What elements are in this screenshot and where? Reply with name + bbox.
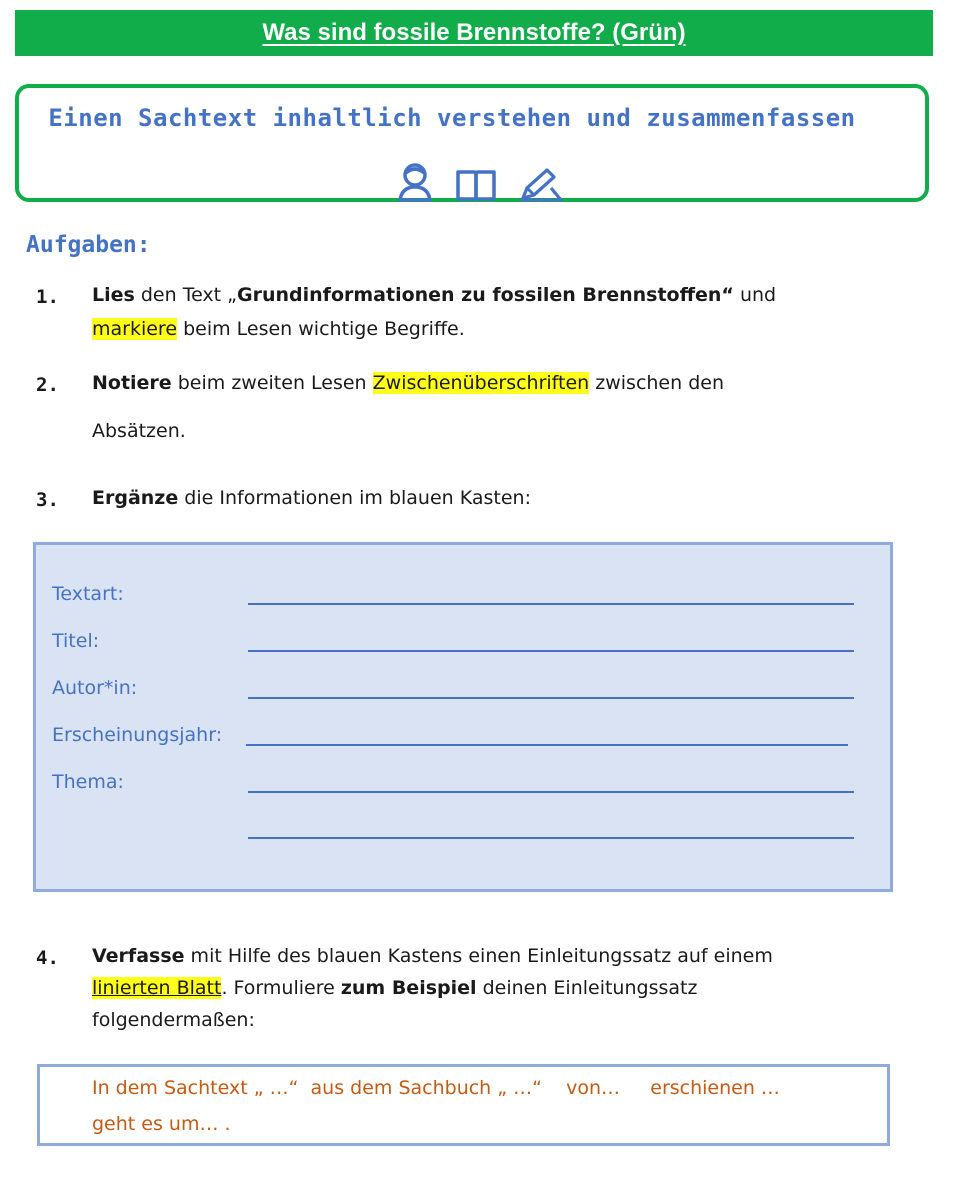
task-1-line-2: markiere beim Lesen wichtige Begriffe. xyxy=(92,318,465,340)
task-number: 2. xyxy=(36,374,59,396)
learning-goal-box xyxy=(15,84,929,202)
tasks-heading: Aufgaben: xyxy=(26,232,151,258)
example-line-2: geht es um… . xyxy=(92,1113,231,1135)
task-4-line-2: linierten Blatt. Formuliere zum Beispiel deinen Einleitungssatz xyxy=(92,977,698,999)
highlight: markiere xyxy=(92,318,178,340)
task-1-line-1: Lies den Text „Grundinformationen zu fossilen Brennstoffen“ und xyxy=(92,284,777,306)
task-number: 3. xyxy=(36,489,59,511)
highlight: linierten Blatt xyxy=(92,977,222,999)
answer-line[interactable] xyxy=(248,837,854,839)
task-4-line-1: Verfasse mit Hilfe des blauen Kastens einen Einleitungssatz auf einem xyxy=(92,945,773,967)
answer-line[interactable] xyxy=(248,603,854,605)
task-2-line-2: Absätzen. xyxy=(92,420,186,442)
task-number: 4. xyxy=(36,947,59,969)
example-line-1: In dem Sachtext „ …“ aus dem Sachbuch „ …“ von… erschienen … xyxy=(92,1077,780,1099)
pencil-icon xyxy=(519,166,563,202)
answer-line[interactable] xyxy=(248,697,854,699)
field-label-autor: Autor*in: xyxy=(52,677,138,699)
info-box xyxy=(33,542,893,892)
example-sentence-box xyxy=(37,1064,890,1146)
field-label-titel: Titel: xyxy=(52,630,100,652)
learning-goal-title: Einen Sachtext inhaltlich verstehen und zusammenfassen xyxy=(48,104,856,132)
field-label-thema: Thema: xyxy=(52,771,124,793)
person-icon xyxy=(397,162,433,202)
title-banner xyxy=(15,10,933,56)
task-2-line-1: Notiere beim zweiten Lesen Zwischenüberschriften zwischen den xyxy=(92,372,724,394)
answer-line[interactable] xyxy=(248,791,854,793)
task-number: 1. xyxy=(36,286,59,308)
task-4-line-3: folgendermaßen: xyxy=(92,1009,255,1031)
field-label-erscheinungsjahr: Erscheinungsjahr: xyxy=(52,724,223,746)
goal-icons xyxy=(397,162,563,202)
answer-line[interactable] xyxy=(248,650,854,652)
book-icon xyxy=(455,168,497,202)
page-title: Was sind fossile Brennstoffe? (Grün) xyxy=(262,19,686,46)
answer-line[interactable] xyxy=(246,744,848,746)
field-label-textart: Textart: xyxy=(52,583,124,605)
task-3-line-1: Ergänze die Informationen im blauen Kasten: xyxy=(92,487,531,509)
highlight: Zwischenüberschriften xyxy=(372,372,590,394)
